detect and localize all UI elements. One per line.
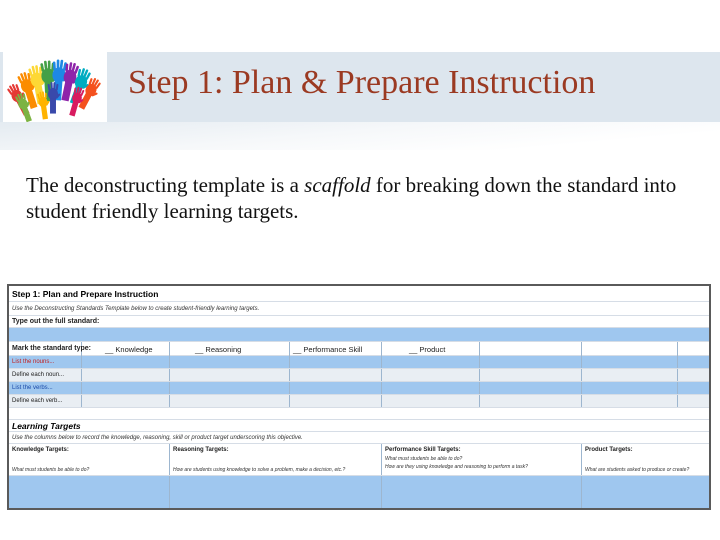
grid-line — [479, 395, 480, 407]
instruction-row — [9, 302, 709, 316]
full-standard-input-row[interactable] — [9, 328, 709, 342]
grid-line — [289, 395, 290, 407]
type-performance-skill[interactable]: __ Performance Skill — [293, 345, 363, 354]
define-nouns-label: Define each noun... — [12, 372, 65, 378]
nouns-row[interactable] — [9, 356, 709, 369]
grid-line — [581, 369, 582, 381]
grid-line — [169, 476, 170, 508]
hands-icon — [3, 52, 107, 122]
grid-line — [581, 395, 582, 407]
define-nouns-row[interactable] — [9, 369, 709, 382]
sheet-heading: Step 1: Plan and Prepare Instruction — [12, 289, 159, 299]
grid-line — [381, 444, 382, 475]
spacer-row — [9, 408, 709, 420]
define-verbs-label: Define each verb... — [12, 398, 63, 404]
grid-line — [677, 395, 678, 407]
grid-line — [169, 356, 170, 368]
learning-targets-label: Learning Targets — [12, 421, 81, 431]
grid-line — [169, 395, 170, 407]
grid-line — [381, 369, 382, 381]
type-product[interactable]: __ Product — [409, 345, 446, 354]
grid-line — [289, 356, 290, 368]
performance-sub-question: What must students be able to do? — [385, 456, 463, 462]
lt-instruction: Use the columns below to record the knowledge, reasoning, skill or product target underscoring this objective. — [12, 435, 303, 441]
performance-targets-header: Performance Skill Targets: — [385, 447, 461, 453]
grid-line — [81, 382, 82, 394]
grid-line — [677, 356, 678, 368]
grid-line — [289, 369, 290, 381]
grid-line — [381, 382, 382, 394]
sheet-instruction: Use the Deconstructing Standards Template below to create student-friendly learning targets. — [12, 306, 260, 312]
grid-line — [381, 476, 382, 508]
grid-line — [479, 356, 480, 368]
grid-line — [479, 342, 480, 356]
knowledge-question: What must students be able to do? — [12, 467, 90, 473]
mark-type-label: Mark the standard type: — [12, 345, 91, 352]
grid-line — [169, 342, 170, 356]
grid-line — [289, 382, 290, 394]
sheet-heading-row — [9, 286, 709, 302]
grid-line — [81, 395, 82, 407]
grid-line — [479, 382, 480, 394]
knowledge-targets-header: Knowledge Targets: — [12, 447, 69, 453]
grid-line — [81, 369, 82, 381]
grid-line — [289, 342, 290, 356]
product-question: What are students asked to produce or create? — [585, 467, 690, 473]
reasoning-question: How are students using knowledge to solve a problem, make a decision, etc.? — [173, 467, 346, 473]
grid-line — [169, 382, 170, 394]
performance-question: How are they using knowledge and reasoning to perform a task? — [385, 464, 528, 470]
lt-instruction-row — [9, 432, 709, 444]
grid-line — [677, 369, 678, 381]
grid-line — [381, 342, 382, 356]
grid-line — [169, 369, 170, 381]
product-targets-header: Product Targets: — [585, 447, 633, 453]
grid-line — [169, 444, 170, 475]
grid-line — [581, 342, 582, 356]
reasoning-targets-header: Reasoning Targets: — [173, 447, 229, 453]
targets-input-row[interactable] — [9, 476, 709, 508]
learning-targets-row — [9, 420, 709, 432]
template-screenshot — [7, 284, 711, 510]
grid-line — [581, 444, 582, 475]
list-nouns-label: List the nouns... — [12, 359, 55, 365]
grid-line — [381, 395, 382, 407]
grid-line — [81, 356, 82, 368]
full-standard-label: Type out the full standard: — [12, 318, 100, 325]
title-band-fade — [0, 122, 720, 150]
targets-header-row — [9, 444, 709, 476]
grid-line — [677, 382, 678, 394]
standard-type-row — [9, 342, 709, 356]
list-verbs-label: List the verbs... — [12, 385, 53, 391]
full-standard-row — [9, 316, 709, 328]
slide-title: Step 1: Plan & Prepare Instruction — [128, 64, 596, 101]
grid-line — [677, 342, 678, 356]
type-reasoning[interactable]: __ Reasoning — [195, 345, 242, 354]
grid-line — [581, 382, 582, 394]
body-text-emphasis: scaffold — [304, 173, 371, 197]
grid-line — [381, 356, 382, 368]
grid-line — [581, 356, 582, 368]
grid-line — [581, 476, 582, 508]
raised-hands-logo — [3, 52, 107, 122]
slide-body-text — [26, 172, 686, 224]
type-knowledge[interactable]: __ Knowledge — [105, 345, 153, 354]
body-text-end: for breaking down the standard into student friendly learning targets. — [26, 173, 677, 223]
grid-line — [479, 369, 480, 381]
body-text-start: The deconstructing template is a — [26, 173, 305, 197]
verbs-row[interactable] — [9, 382, 709, 395]
define-verbs-row[interactable] — [9, 395, 709, 408]
